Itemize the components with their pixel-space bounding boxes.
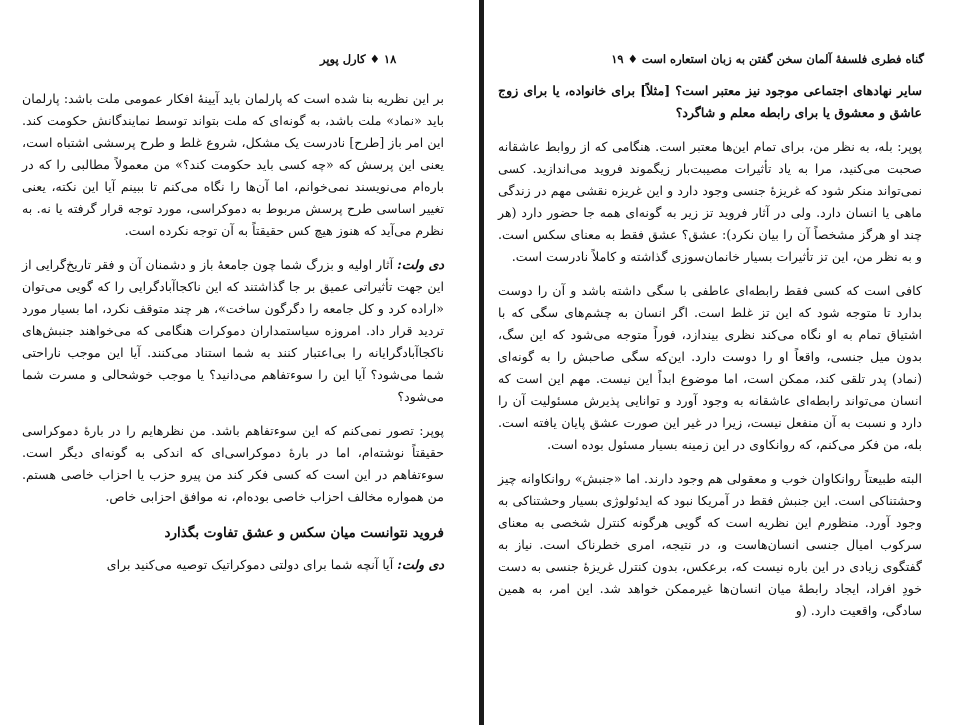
left-page [0, 0, 480, 725]
right-paragraph-3: البته طبیعتاً روانکاوان خوب و معقولی هم وجود دارند. اما «جنبش» روانکاوانه چیز وحشتناکی است. این جنبش فقط در آمریکا نبود که ایدئولوژی بسیار وحشتناکی به وجود آورد. منظورم این نظریه است که گویی هرگونه کنترل شخصی به معنای سرکوب امیال جنسی انسان‌هاست و، در نتیجه، امری خطرناک است. نیاز به گفتگوی زیادی در این باره نیست که، برعکس، بدون کنترل غریزهٔ جنسی به دست خودِ افراد، ایجاد رابطهٔ میان انسان‌ها غیرممکن خواهد شد. این امر، به همین سادگی، واقعیت دارد. (و [498, 471, 922, 618]
right-paragraph-1: پوپر: بله، به نظر من، برای تمام این‌ها معتبر است. هنگامی که از روابط عاشقانه صحبت می‌کنید، مرا به یاد تأثیرات مصیبت‌بار زیگموند فروید می‌اندازید. کسی نمی‌تواند منکر شود که غریزهٔ جنسی وجود دارد و این غریزه نقشی مهم در زندگی ماهی یا انسان دارد. ولی در آثار فروید تز زیر به گونه‌ای همه جا حضور دارد (هر چند او هرگز مشخصاً آن را بیان نکرد): عشق؟ عشق فقط به معنای سکس است. و به نظر من، این تز تأثیرات بسیار خانمان‌سوزی گذاشته و کاملاً نادرست است. [498, 139, 922, 264]
speaker-label: دی ولت: [397, 557, 444, 572]
left-page-body [22, 88, 444, 576]
left-running-header: ۱۸ ♦ کارل پوپر [320, 52, 397, 66]
right-paragraph-2: کافی است که کسی فقط رابطه‌ای عاطفی با سگی داشته باشد و آن را دوست بدارد تا متوجه شود که این تز غلط است. اگر انسان به چشم‌های سگی که با اشتیاق تمام به او نگاه می‌کند نظری بیندازد، فوراً متوجه می‌شود که این سگ، بدون میل جنسی، واقعاً او را دوست دارد. این‌که سگی صاحبش را به گونه‌ای (نماد) پدر تلقی کند، ممکن است، اما موضوع ابداً این نیست. مهم این است که انسان می‌تواند رابطه‌ای عاشقانه به وجود آورد و توانایی پذیرش مسئولیت آن را دارد و نسبت به آن منفعل نیست، زیرا در غیر این صورت عشق پایان یافته است. بله، من فکر می‌کنم، که روانکاوی در این زمینه بسیار مسئول بوده است. [498, 283, 922, 452]
section-heading: فروید نتوانست میان سکس و عشق تفاوت بگذارد [164, 525, 444, 541]
left-paragraph-4 [22, 554, 444, 576]
right-page-body [498, 80, 922, 622]
left-paragraph-1: بر این نظریه بنا شده است که پارلمان باید آیینهٔ افکار عمومی ملت باشد: پارلمان باید «نماد» ملت باشد، به گونه‌ای که ملت بتواند توسط نمایندگانش حکومت کند. این امر باز [طرح] نادرست یک مشکل، شروع غلط و طرح پرسشی اشتباه است، یعنی این پرسش که «چه کسی باید حکومت کند؟» من معمولاً مطالبی را که در باره‌ام می‌نویسند نمی‌خوانم، اما آن‌ها را نگاه می‌کنم تا ببینم آیا این نکته، یعنی تغییر اساسی طرح پرسش مربوط به دموکراسی، مورد توجه قرار گرفته یا نه. به نظرم می‌آید که هنوز هیچ کس حقیقتاً به آن توجه نکرده است. [22, 91, 444, 238]
speaker-label: دی ولت: [397, 257, 444, 272]
left-paragraph-4-text: آیا آنچه شما برای دولتی دموکراتیک توصیه می‌کنید برای [106, 557, 398, 572]
left-paragraph-2 [22, 254, 444, 408]
question-text: سایر نهادهای اجتماعی موجود نیز معتبر است؟ [مثلاً] برای خانواده، یا برای زوج عاشق و معشوق یا برای رابطه معلم و شاگرد؟ [498, 83, 922, 120]
right-page [484, 0, 962, 725]
right-running-header: گناه فطری فلسفهٔ آلمان سخن گفتن به زبان استعاره است ♦ ۱۹ [611, 52, 924, 66]
left-paragraph-3: پوپر: تصور نمی‌کنم که این سوءتفاهم باشد. من نظرهایم را در بارهٔ دموکراسی حقیقتاً نوشته‌ام، اما در بارهٔ دموکراسی‌ای که اندکی به گونه‌ای دیگر است. سوءتفاهم در این است که کسی فکر کند من پیرو حزب یا احزاب خاصی هستم. من همواره مخالف احزاب خاصی بوده‌ام، نه موافق احزابی خاص. [22, 423, 444, 504]
left-paragraph-2-text: آثار اولیه و بزرگ شما چون جامعهٔ باز و دشمنان آن و فقر تاریخ‌گرایی از این جهت تأثیراتی عمیق بر جا گذاشتند که این ناکجاآبادگرایی را که گویی می‌توان «اراده کرد و کل جامعه را دگرگون ساخت»، هر چند متوقف نکرد، اما بسیار مورد تردید قرار داد. امروزه سیاستمداران دموکرات هنگامی که می‌خواهند جنبش‌های ناکجاآبادگرایانه را بی‌اعتبار کنند به شما استناد می‌کنند. آیا این موجب ناراحتی شما می‌شود؟ آیا این را سوءتفاهم می‌دانید؟ یا موجب خوشحالی و مسرت شما می‌شود؟ [22, 257, 444, 404]
